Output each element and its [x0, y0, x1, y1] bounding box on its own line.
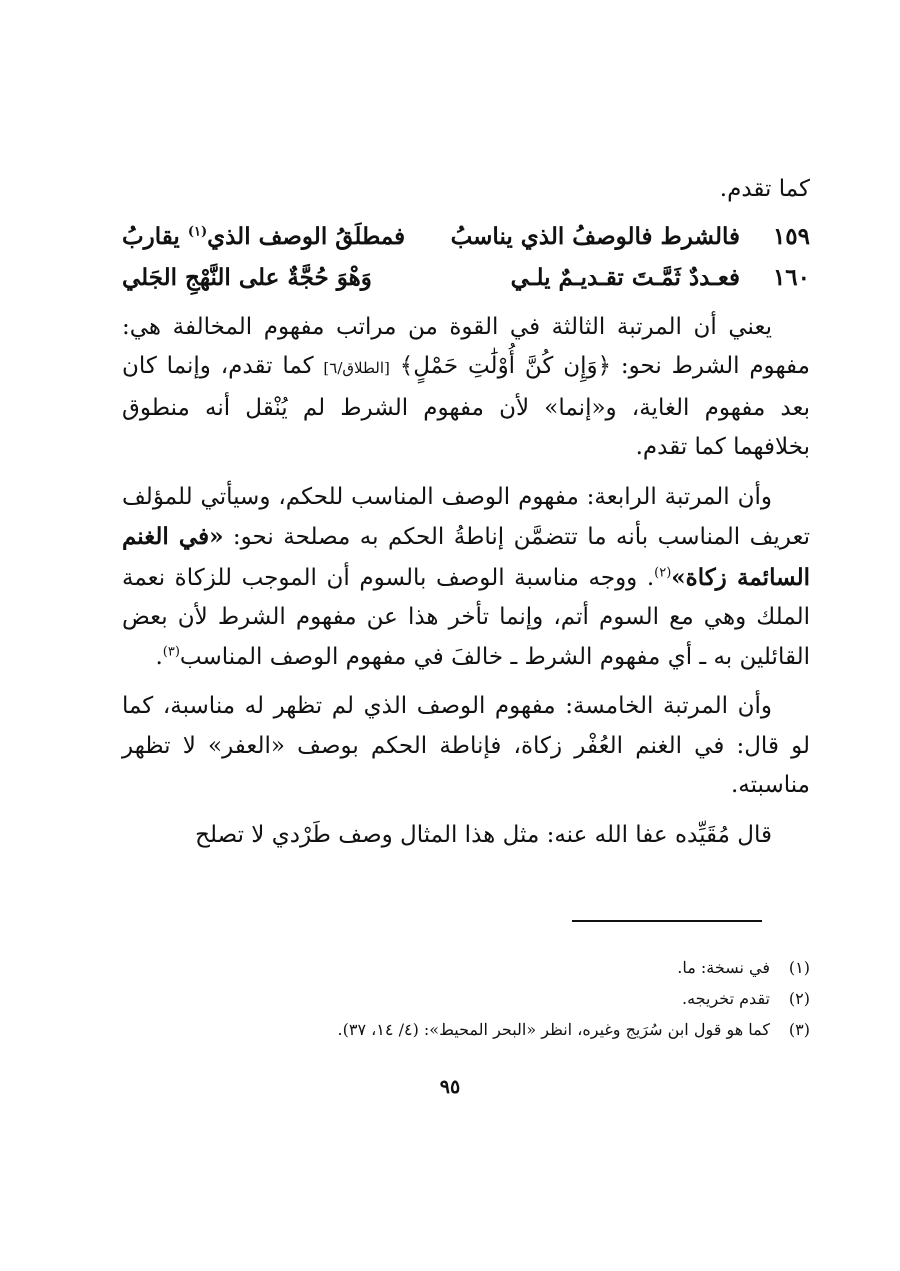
footnote-ref-1[interactable]: (١)	[187, 223, 208, 239]
verse-159	[122, 216, 810, 257]
quran-quote: ﴿وَإِن كُنَّ أُوْلَٰتِ حَمْلٍ﴾	[399, 353, 612, 379]
footnote-ref-2[interactable]: (٢)	[654, 564, 672, 580]
verse-first-hemistich: فالشرط فالوصفُ الذي يناسبُ	[450, 222, 740, 250]
verse-first-hemistich: فعـددٌ ثَمَّـتَ تقـديـمٌ يلـي	[510, 263, 740, 291]
verse-number: ١٦٠	[772, 263, 810, 291]
footnote: (١) في نسخة: ما.	[677, 958, 810, 977]
opening-line: كما تقدم.	[719, 176, 810, 202]
hadith-quote: «في الغنم السائمة زكاة»	[122, 523, 810, 591]
quran-reference: [الطلاق/٦]	[323, 359, 390, 377]
page-number: ٩٥	[439, 1076, 461, 1098]
verse-160	[122, 257, 810, 298]
footnote-ref-3[interactable]: (٣)	[162, 643, 180, 659]
paragraph-author-note: قال مُقَيِّده عفا الله عنه: مثل هذا المثال وصف طَرْدي لا تصلح	[195, 821, 772, 848]
footnote-divider	[572, 920, 762, 922]
footnotes	[122, 952, 810, 1045]
verse-second-hemistich: وَهْوَ حُجَّةٌ على النَّهْجِ الجَلي	[122, 263, 372, 291]
verse-number: ١٥٩	[772, 222, 810, 250]
paragraph-fifth-rank: وأن المرتبة الخامسة: مفهوم الوصف الذي لم تظهر له مناسبة، كما لو قال: في الغنم العُفْر زكاة، فإناطة الحكم بوصف «العفر» لا تظهر مناسبته.	[122, 693, 810, 798]
main-text	[122, 170, 810, 855]
paragraph-third-rank: يعني أن المرتبة الثالثة في القوة من مراتب مفهوم المخالفة هي: مفهوم الشرط نحو: ﴿وَإِن كُنَّ أُوْلَٰتِ حَمْلٍ﴾ [الطلاق/٦] كما تقدم، وإنما كان بعد مفهوم الغاية، و«إنما» لأن مفهوم الشرط لم يُنْقل أنه منطوق بخلافهما كما تقدم.	[122, 313, 810, 460]
verse-second-hemistich: فمطلَقُ الوصف الذي$^{(١)}$ يقاربُ	[122, 222, 406, 250]
footnote: (٣) كما هو قول ابن سُرَيج وغيره، انظر «البحر المحيط»: (٤/ ١٤، ٣٧).	[337, 1020, 810, 1039]
footnote: (٢) تقدم تخريجه.	[682, 989, 810, 1008]
paragraph-fourth-rank: وأن المرتبة الرابعة: مفهوم الوصف المناسب للحكم، وسيأتي للمؤلف تعريف المناسب بأنه ما تتضمَّن إناطةُ الحكم به مصلحة نحو: «في الغنم السائمة زكاة»$^{(٢)}$. ووجه مناسبة الوصف بالسوم أن الموجب للزكاة نعمة الملك وهي مع السوم أتم، وإنما تأخر هذا عن مفهوم الشرط لأن بعض القائلين به ـ أي مفهوم الشرط ـ خالفَ في مفهوم الوصف المناسب$^{(٣)}$.	[122, 483, 810, 670]
